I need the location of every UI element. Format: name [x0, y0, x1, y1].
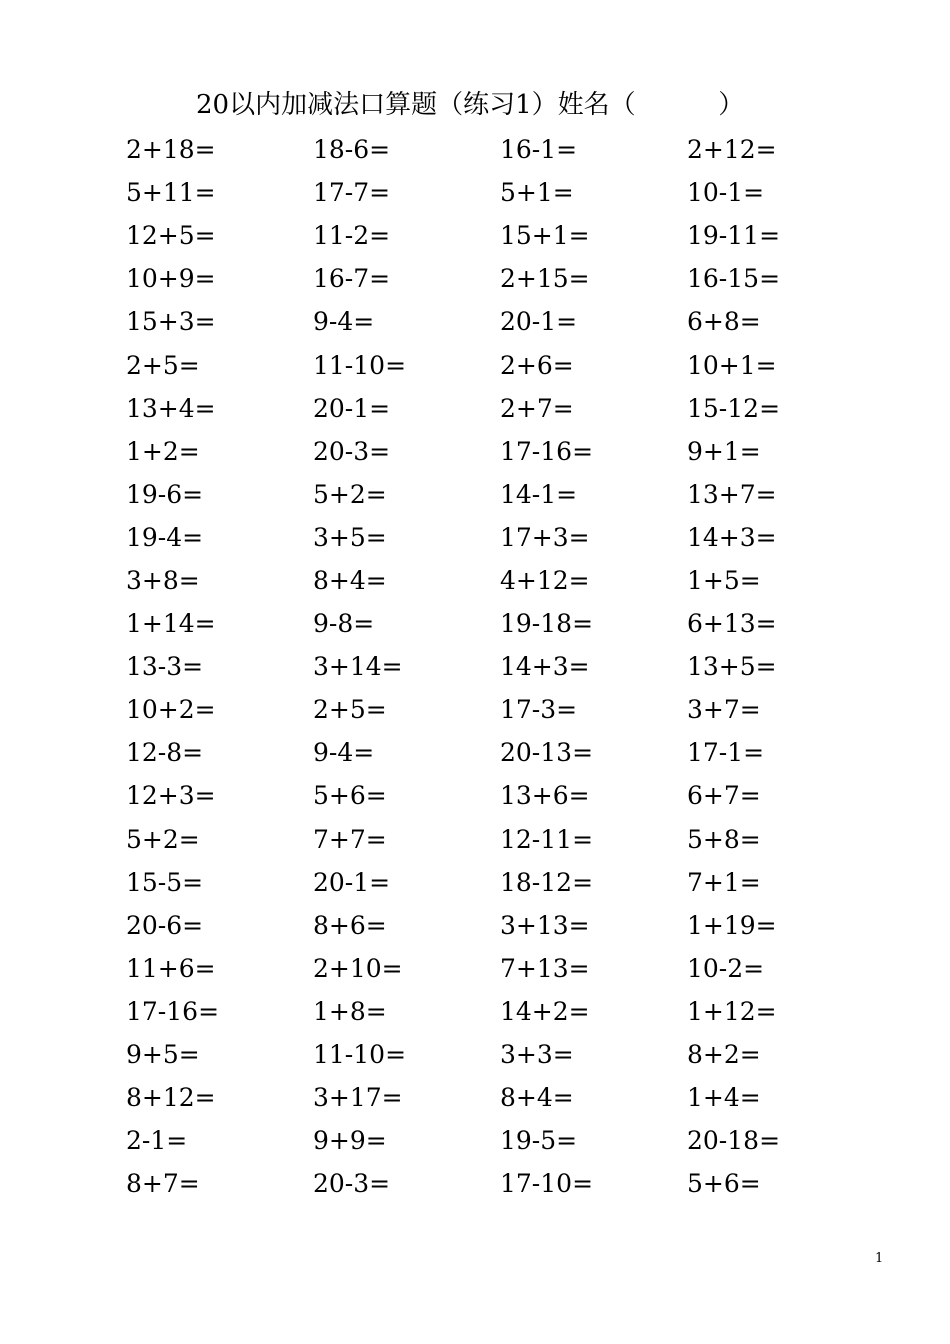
problem-item: 19-6= — [126, 479, 204, 509]
problem-row — [126, 1033, 886, 1076]
problem-item: 7+1= — [687, 867, 761, 897]
problem-item: 19-18= — [500, 609, 594, 639]
problem-item: 2+12= — [687, 135, 777, 165]
problem-item: 11-10= — [313, 1040, 407, 1070]
problem-item: 2+15= — [500, 264, 590, 294]
problem-item: 1+12= — [687, 996, 777, 1026]
problem-item: 13+6= — [500, 781, 590, 811]
page-number: 1 — [875, 1251, 884, 1266]
problem-row — [126, 300, 886, 343]
problem-item: 11+6= — [126, 953, 216, 983]
problem-item: 10+1= — [687, 350, 777, 380]
problem-item: 14+2= — [500, 996, 590, 1026]
problem-item: 9+5= — [126, 1040, 200, 1070]
problem-item: 15-12= — [687, 393, 781, 423]
problem-row — [126, 559, 886, 602]
problem-item: 12-11= — [500, 824, 594, 854]
worksheet-title: 20以内加减法口算题（练习1）姓名（ ） — [196, 90, 745, 120]
problem-item: 17+3= — [500, 522, 590, 552]
problem-row — [126, 214, 886, 257]
problem-row — [126, 1162, 886, 1205]
problem-item: 5+1= — [500, 178, 574, 208]
problem-item: 9-8= — [313, 609, 375, 639]
problem-item: 12-8= — [126, 738, 204, 768]
problem-item: 11-2= — [313, 221, 391, 251]
problem-item: 8+12= — [126, 1083, 216, 1113]
problem-row — [126, 904, 886, 947]
problem-item: 1+5= — [687, 565, 761, 595]
problem-row — [126, 688, 886, 731]
problem-item: 10+2= — [126, 695, 216, 725]
problem-item: 5+11= — [126, 178, 216, 208]
problem-row — [126, 516, 886, 559]
problem-item: 9-4= — [313, 738, 375, 768]
problem-item: 9+9= — [313, 1126, 387, 1156]
problem-item: 2+6= — [500, 350, 574, 380]
problem-item: 2+18= — [126, 135, 216, 165]
problem-item: 9+1= — [687, 436, 761, 466]
problem-item: 1+8= — [313, 996, 387, 1026]
problem-item: 15+1= — [500, 221, 590, 251]
problem-item: 2-1= — [126, 1126, 188, 1156]
problem-item: 2+5= — [126, 350, 200, 380]
problem-item: 8+4= — [313, 565, 387, 595]
problem-item: 16-15= — [687, 264, 781, 294]
problem-item: 19-5= — [500, 1126, 578, 1156]
problem-item: 14-1= — [500, 479, 578, 509]
problem-item: 17-3= — [500, 695, 578, 725]
problem-grid — [126, 128, 886, 1205]
problem-item: 20-1= — [500, 307, 578, 337]
problem-row — [126, 645, 886, 688]
problem-row — [126, 343, 886, 386]
problem-row — [126, 602, 886, 645]
problem-item: 3+17= — [313, 1083, 403, 1113]
problem-item: 20-3= — [313, 436, 391, 466]
problem-row — [126, 731, 886, 774]
problem-item: 10-2= — [687, 953, 765, 983]
problem-item: 1+14= — [126, 609, 216, 639]
problem-item: 3+3= — [500, 1040, 574, 1070]
problem-item: 17-16= — [500, 436, 594, 466]
problem-item: 17-16= — [126, 996, 220, 1026]
problem-item: 13+5= — [687, 652, 777, 682]
problem-row — [126, 1119, 886, 1162]
problem-item: 13+7= — [687, 479, 777, 509]
problem-item: 20-1= — [313, 867, 391, 897]
problem-item: 7+13= — [500, 953, 590, 983]
problem-item: 3+7= — [687, 695, 761, 725]
problem-item: 5+8= — [687, 824, 761, 854]
problem-item: 3+14= — [313, 652, 403, 682]
problem-item: 8+2= — [687, 1040, 761, 1070]
problem-item: 2+5= — [313, 695, 387, 725]
problem-row — [126, 171, 886, 214]
problem-item: 8+6= — [313, 910, 387, 940]
problem-item: 3+8= — [126, 565, 200, 595]
problem-item: 13-3= — [126, 652, 204, 682]
problem-item: 5+6= — [687, 1169, 761, 1199]
problem-row — [126, 473, 886, 516]
problem-item: 15+3= — [126, 307, 216, 337]
problem-item: 3+5= — [313, 522, 387, 552]
problem-item: 9-4= — [313, 307, 375, 337]
problem-row — [126, 990, 886, 1033]
problem-item: 14+3= — [687, 522, 777, 552]
problem-item: 16-7= — [313, 264, 391, 294]
problem-item: 20-3= — [313, 1169, 391, 1199]
problem-item: 5+2= — [313, 479, 387, 509]
problem-item: 2+10= — [313, 953, 403, 983]
problem-item: 6+13= — [687, 609, 777, 639]
problem-item: 19-11= — [687, 221, 781, 251]
problem-item: 19-4= — [126, 522, 204, 552]
problem-row — [126, 774, 886, 817]
problem-item: 7+7= — [313, 824, 387, 854]
problem-item: 8+7= — [126, 1169, 200, 1199]
problem-item: 20-18= — [687, 1126, 781, 1156]
problem-item: 18-12= — [500, 867, 594, 897]
problem-item: 10-1= — [687, 178, 765, 208]
problem-item: 5+2= — [126, 824, 200, 854]
problem-item: 12+3= — [126, 781, 216, 811]
problem-item: 4+12= — [500, 565, 590, 595]
problem-item: 18-6= — [313, 135, 391, 165]
problem-item: 17-1= — [687, 738, 765, 768]
problem-row — [126, 128, 886, 171]
problem-item: 10+9= — [126, 264, 216, 294]
problem-item: 15-5= — [126, 867, 204, 897]
problem-item: 14+3= — [500, 652, 590, 682]
problem-item: 11-10= — [313, 350, 407, 380]
problem-item: 1+19= — [687, 910, 777, 940]
problem-item: 16-1= — [500, 135, 578, 165]
problem-item: 3+13= — [500, 910, 590, 940]
problem-row — [126, 430, 886, 473]
problem-item: 17-7= — [313, 178, 391, 208]
problem-item: 6+8= — [687, 307, 761, 337]
problem-item: 13+4= — [126, 393, 216, 423]
problem-item: 20-6= — [126, 910, 204, 940]
problem-item: 17-10= — [500, 1169, 594, 1199]
problem-item: 1+2= — [126, 436, 200, 466]
problem-item: 20-13= — [500, 738, 594, 768]
problem-item: 8+4= — [500, 1083, 574, 1113]
problem-item: 5+6= — [313, 781, 387, 811]
problem-row — [126, 257, 886, 300]
problem-row — [126, 947, 886, 990]
problem-item: 6+7= — [687, 781, 761, 811]
problem-item: 1+4= — [687, 1083, 761, 1113]
problem-row — [126, 861, 886, 904]
problem-row — [126, 1076, 886, 1119]
problem-row — [126, 818, 886, 861]
problem-item: 12+5= — [126, 221, 216, 251]
problem-item: 20-1= — [313, 393, 391, 423]
problem-item: 2+7= — [500, 393, 574, 423]
problem-row — [126, 387, 886, 430]
